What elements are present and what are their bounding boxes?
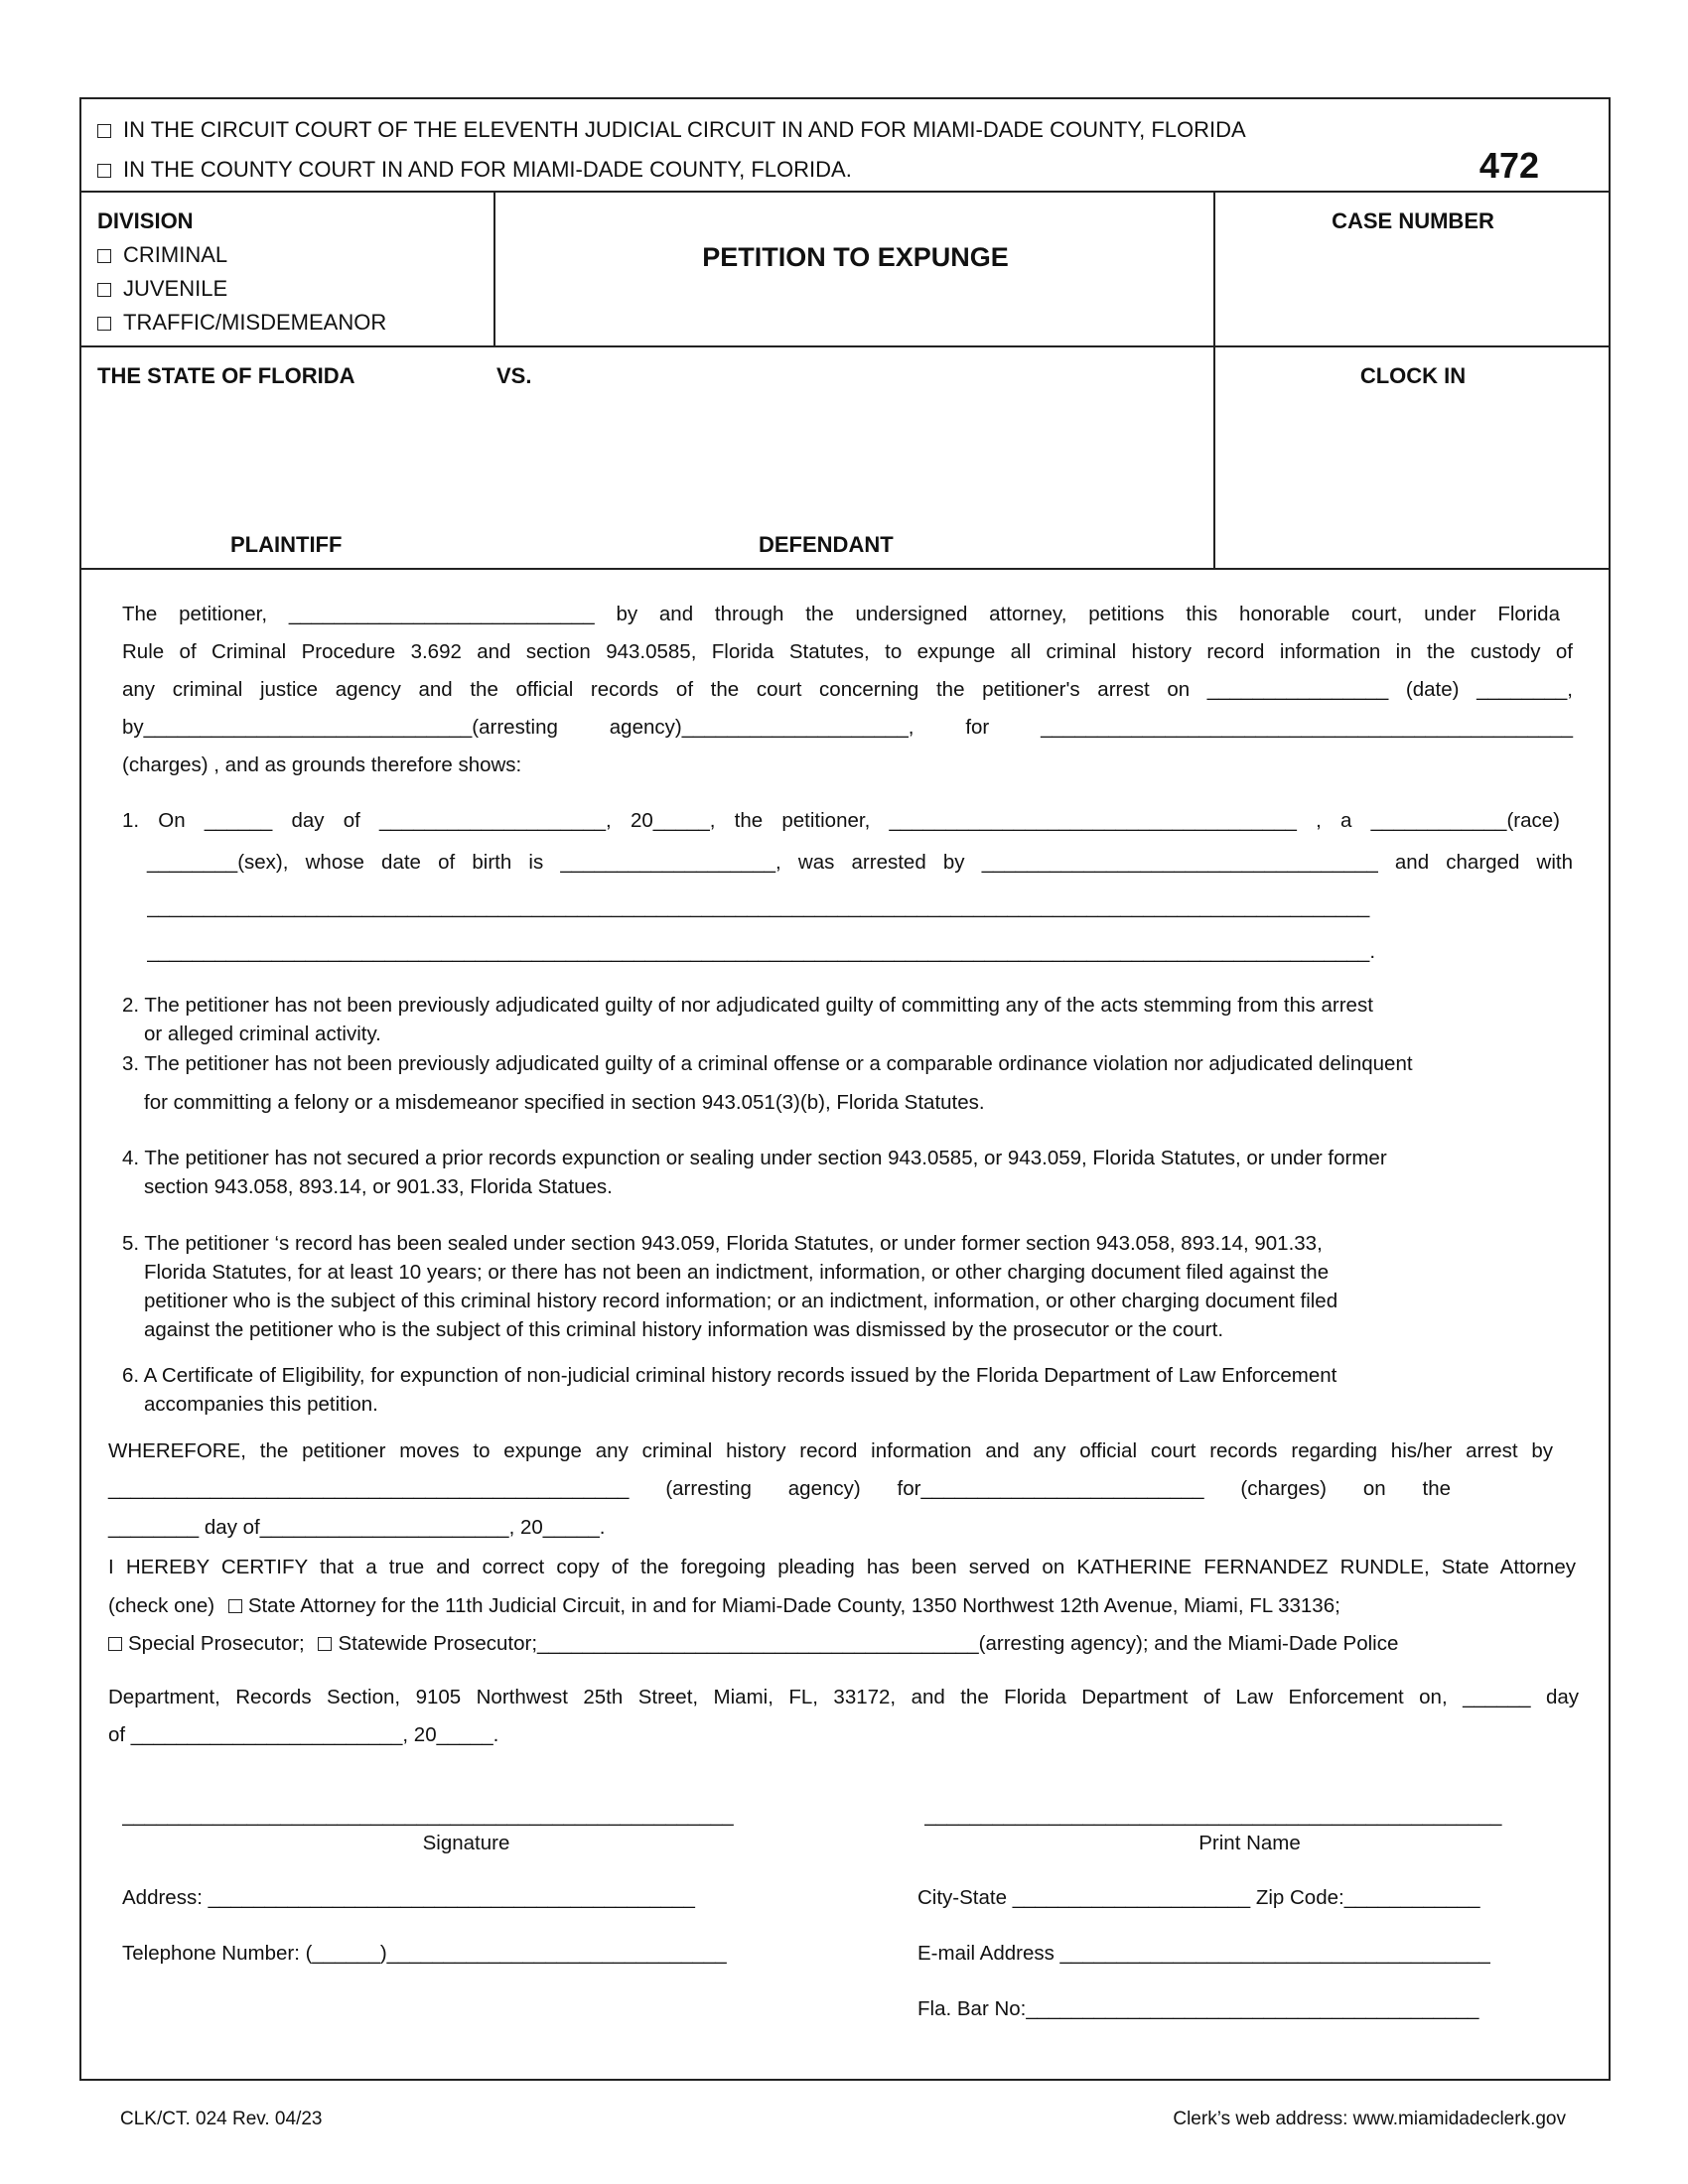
statewide-prosecutor-checkbox[interactable] bbox=[318, 1637, 332, 1651]
clock-in-label: CLOCK IN bbox=[1359, 363, 1467, 388]
city-state-zip-field: City-State _____________________ Zip Code:____________ bbox=[917, 1886, 1480, 1909]
item-6-line-2: accompanies this petition. bbox=[144, 1393, 378, 1416]
special-prosecutor-checkbox[interactable] bbox=[108, 1637, 122, 1651]
criminal-checkbox[interactable] bbox=[97, 249, 111, 263]
check-one-label: (check one) bbox=[108, 1594, 215, 1617]
division-label: DIVISION bbox=[97, 208, 194, 233]
defendant-label: DEFENDANT bbox=[759, 532, 894, 557]
form-frame bbox=[79, 97, 1611, 2081]
item-1-line-1: 1. On ______ day of ____________________, 20_____, the petitioner, ____________________________________ , a ____________(race) bbox=[122, 809, 1560, 832]
signature-line: ______________________________________________________ bbox=[122, 1804, 734, 1827]
email-field: E-mail Address ______________________________________ bbox=[917, 1942, 1490, 1965]
certify-line-4: Department, Records Section, 9105 Northwest 25th Street, Miami, FL, 33172, and the Florida Department of Law Enforcement on, ______ day bbox=[108, 1686, 1579, 1708]
item-4-line-2: section 943.058, 893.14, or 901.33, Florida Statues. bbox=[144, 1175, 613, 1198]
circuit-court-label: IN THE CIRCUIT COURT OF THE ELEVENTH JUDICIAL CIRCUIT IN AND FOR MIAMI-DADE COUNTY, FLORIDA bbox=[123, 117, 1246, 142]
certify-line-1: I HEREBY CERTIFY that a true and correct copy of the foregoing pleading has been served on KATHERINE FERNANDEZ RUNDLE, State Attorney bbox=[108, 1556, 1576, 1578]
certify-line-3 bbox=[108, 1632, 1398, 1656]
traffic-checkbox[interactable] bbox=[97, 317, 111, 331]
item-5-line-3: petitioner who is the subject of this criminal history record information; or an indictment, information, or other charging document filed bbox=[144, 1290, 1338, 1312]
item-1-line-2: ________(sex), whose date of birth is ___________________, was arrested by ___________________________________ and charged with bbox=[147, 851, 1573, 874]
clerk-web-address: Clerk’s web address: www.miamidadeclerk.gov bbox=[1173, 2109, 1566, 2129]
intro-line-3: any criminal justice agency and the official records of the court concerning the petitioner's arrest on ________________ (date) ________, bbox=[122, 678, 1573, 701]
intro-line-4: by_____________________________(arresting agency)____________________, for _______________________________________________ bbox=[122, 716, 1573, 739]
item-2-line-1: 2. The petitioner has not been previously adjudicated guilty of nor adjudicated guilty of committing any of the acts stemming from this arrest bbox=[122, 994, 1373, 1017]
address-field: Address: ___________________________________________ bbox=[122, 1886, 695, 1909]
form-number: 472 bbox=[1478, 145, 1539, 186]
state-label: THE STATE OF FLORIDA bbox=[97, 363, 355, 388]
form-code: CLK/CT. 024 Rev. 04/23 bbox=[120, 2109, 323, 2129]
item-3-line-1: 3. The petitioner has not been previously adjudicated guilty of a criminal offense or a comparable ordinance violation nor adjudicated delinquent bbox=[122, 1052, 1413, 1075]
plaintiff-label: PLAINTIFF bbox=[230, 532, 343, 557]
division-juvenile-option bbox=[97, 276, 227, 302]
parties-row bbox=[81, 347, 1609, 570]
case-number-label: CASE NUMBER bbox=[1332, 208, 1494, 233]
state-attorney-checkbox[interactable] bbox=[228, 1599, 242, 1613]
item-3-line-2: for committing a felony or a misdemeanor specified in section 943.051(3)(b), Florida Statutes. bbox=[144, 1091, 985, 1114]
item-5-line-4: against the petitioner who is the subject of this criminal history information was dismissed by the prosecutor or the court. bbox=[144, 1318, 1224, 1341]
division-criminal-option bbox=[97, 242, 227, 268]
wherefore-line-1: WHEREFORE, the petitioner moves to expunge any criminal history record information and any official court records regarding his/her arrest by bbox=[108, 1439, 1553, 1462]
intro-line-1: The petitioner, ___________________________ by and through the undersigned attorney, petitions this honorable court, under Florida bbox=[122, 603, 1560, 625]
item-6-line-1: 6. A Certificate of Eligibility, for expunction of non-judicial criminal history records issued by the Florida Department of Law Enforcement bbox=[122, 1364, 1337, 1387]
division-row bbox=[81, 193, 1609, 347]
intro-line-2: Rule of Criminal Procedure 3.692 and section 943.0585, Florida Statutes, to expunge all criminal history record information in the custody of bbox=[122, 640, 1573, 663]
state-attorney-label: State Attorney for the 11th Judicial Circuit, in and for Miami-Dade County, 1350 Northwest 12th Avenue, Miami, FL 33136; bbox=[247, 1594, 1340, 1617]
intro-line-5: (charges) , and as grounds therefore shows: bbox=[122, 753, 522, 776]
traffic-label: TRAFFIC/MISDEMEANOR bbox=[123, 310, 387, 335]
item-2-line-2: or alleged criminal activity. bbox=[144, 1023, 381, 1045]
wherefore-line-3: ________ day of______________________, 20_____. bbox=[108, 1516, 606, 1539]
page-title: PETITION TO EXPUNGE bbox=[702, 242, 1009, 272]
item-4-line-1: 4. The petitioner has not secured a prior records expunction or sealing under section 943.0585, or 943.059, Florida Statutes, or under former bbox=[122, 1147, 1387, 1169]
special-prosecutor-label: Special Prosecutor; bbox=[128, 1632, 305, 1655]
signature-label: Signature bbox=[422, 1832, 510, 1854]
bar-number-field: Fla. Bar No:________________________________________ bbox=[917, 1997, 1479, 2020]
print-name-line: ___________________________________________________ bbox=[924, 1804, 1502, 1827]
vs-label: VS. bbox=[496, 363, 532, 388]
telephone-field: Telephone Number: (______)______________________________ bbox=[122, 1942, 727, 1965]
item-1-line-3: ____________________________________________________________________________________________________________ bbox=[147, 895, 1370, 918]
criminal-label: CRIMINAL bbox=[123, 242, 228, 267]
circuit-court-checkbox[interactable] bbox=[97, 124, 111, 138]
juvenile-checkbox[interactable] bbox=[97, 283, 111, 297]
circuit-court-option bbox=[97, 117, 1246, 143]
item-1-line-4: ____________________________________________________________________________________________________________. bbox=[147, 940, 1376, 963]
statewide-prosecutor-label: Statewide Prosecutor;_______________________________________(arresting agency); and the Miami-Dade Police bbox=[338, 1632, 1399, 1655]
juvenile-label: JUVENILE bbox=[123, 276, 228, 301]
certify-line-5: of ________________________, 20_____. bbox=[108, 1723, 499, 1746]
division-traffic-option bbox=[97, 310, 386, 336]
wherefore-line-2: ______________________________________________ (arresting agency) for_________________________ (charges) on the bbox=[108, 1477, 1451, 1500]
county-court-checkbox[interactable] bbox=[97, 164, 111, 178]
print-name-label: Print Name bbox=[1198, 1832, 1301, 1854]
item-5-line-2: Florida Statutes, for at least 10 years; or there has not been an indictment, information, or other charging document filed against the bbox=[144, 1261, 1330, 1284]
item-5-line-1: 5. The petitioner ‘s record has been sealed under section 943.059, Florida Statutes, or under former section 943.058, 893.14, 901.33, bbox=[122, 1232, 1323, 1255]
county-court-label: IN THE COUNTY COURT IN AND FOR MIAMI-DADE COUNTY, FLORIDA. bbox=[123, 157, 852, 182]
certify-line-2 bbox=[108, 1594, 1340, 1618]
county-court-option bbox=[97, 157, 852, 183]
court-selection-row bbox=[81, 99, 1609, 193]
